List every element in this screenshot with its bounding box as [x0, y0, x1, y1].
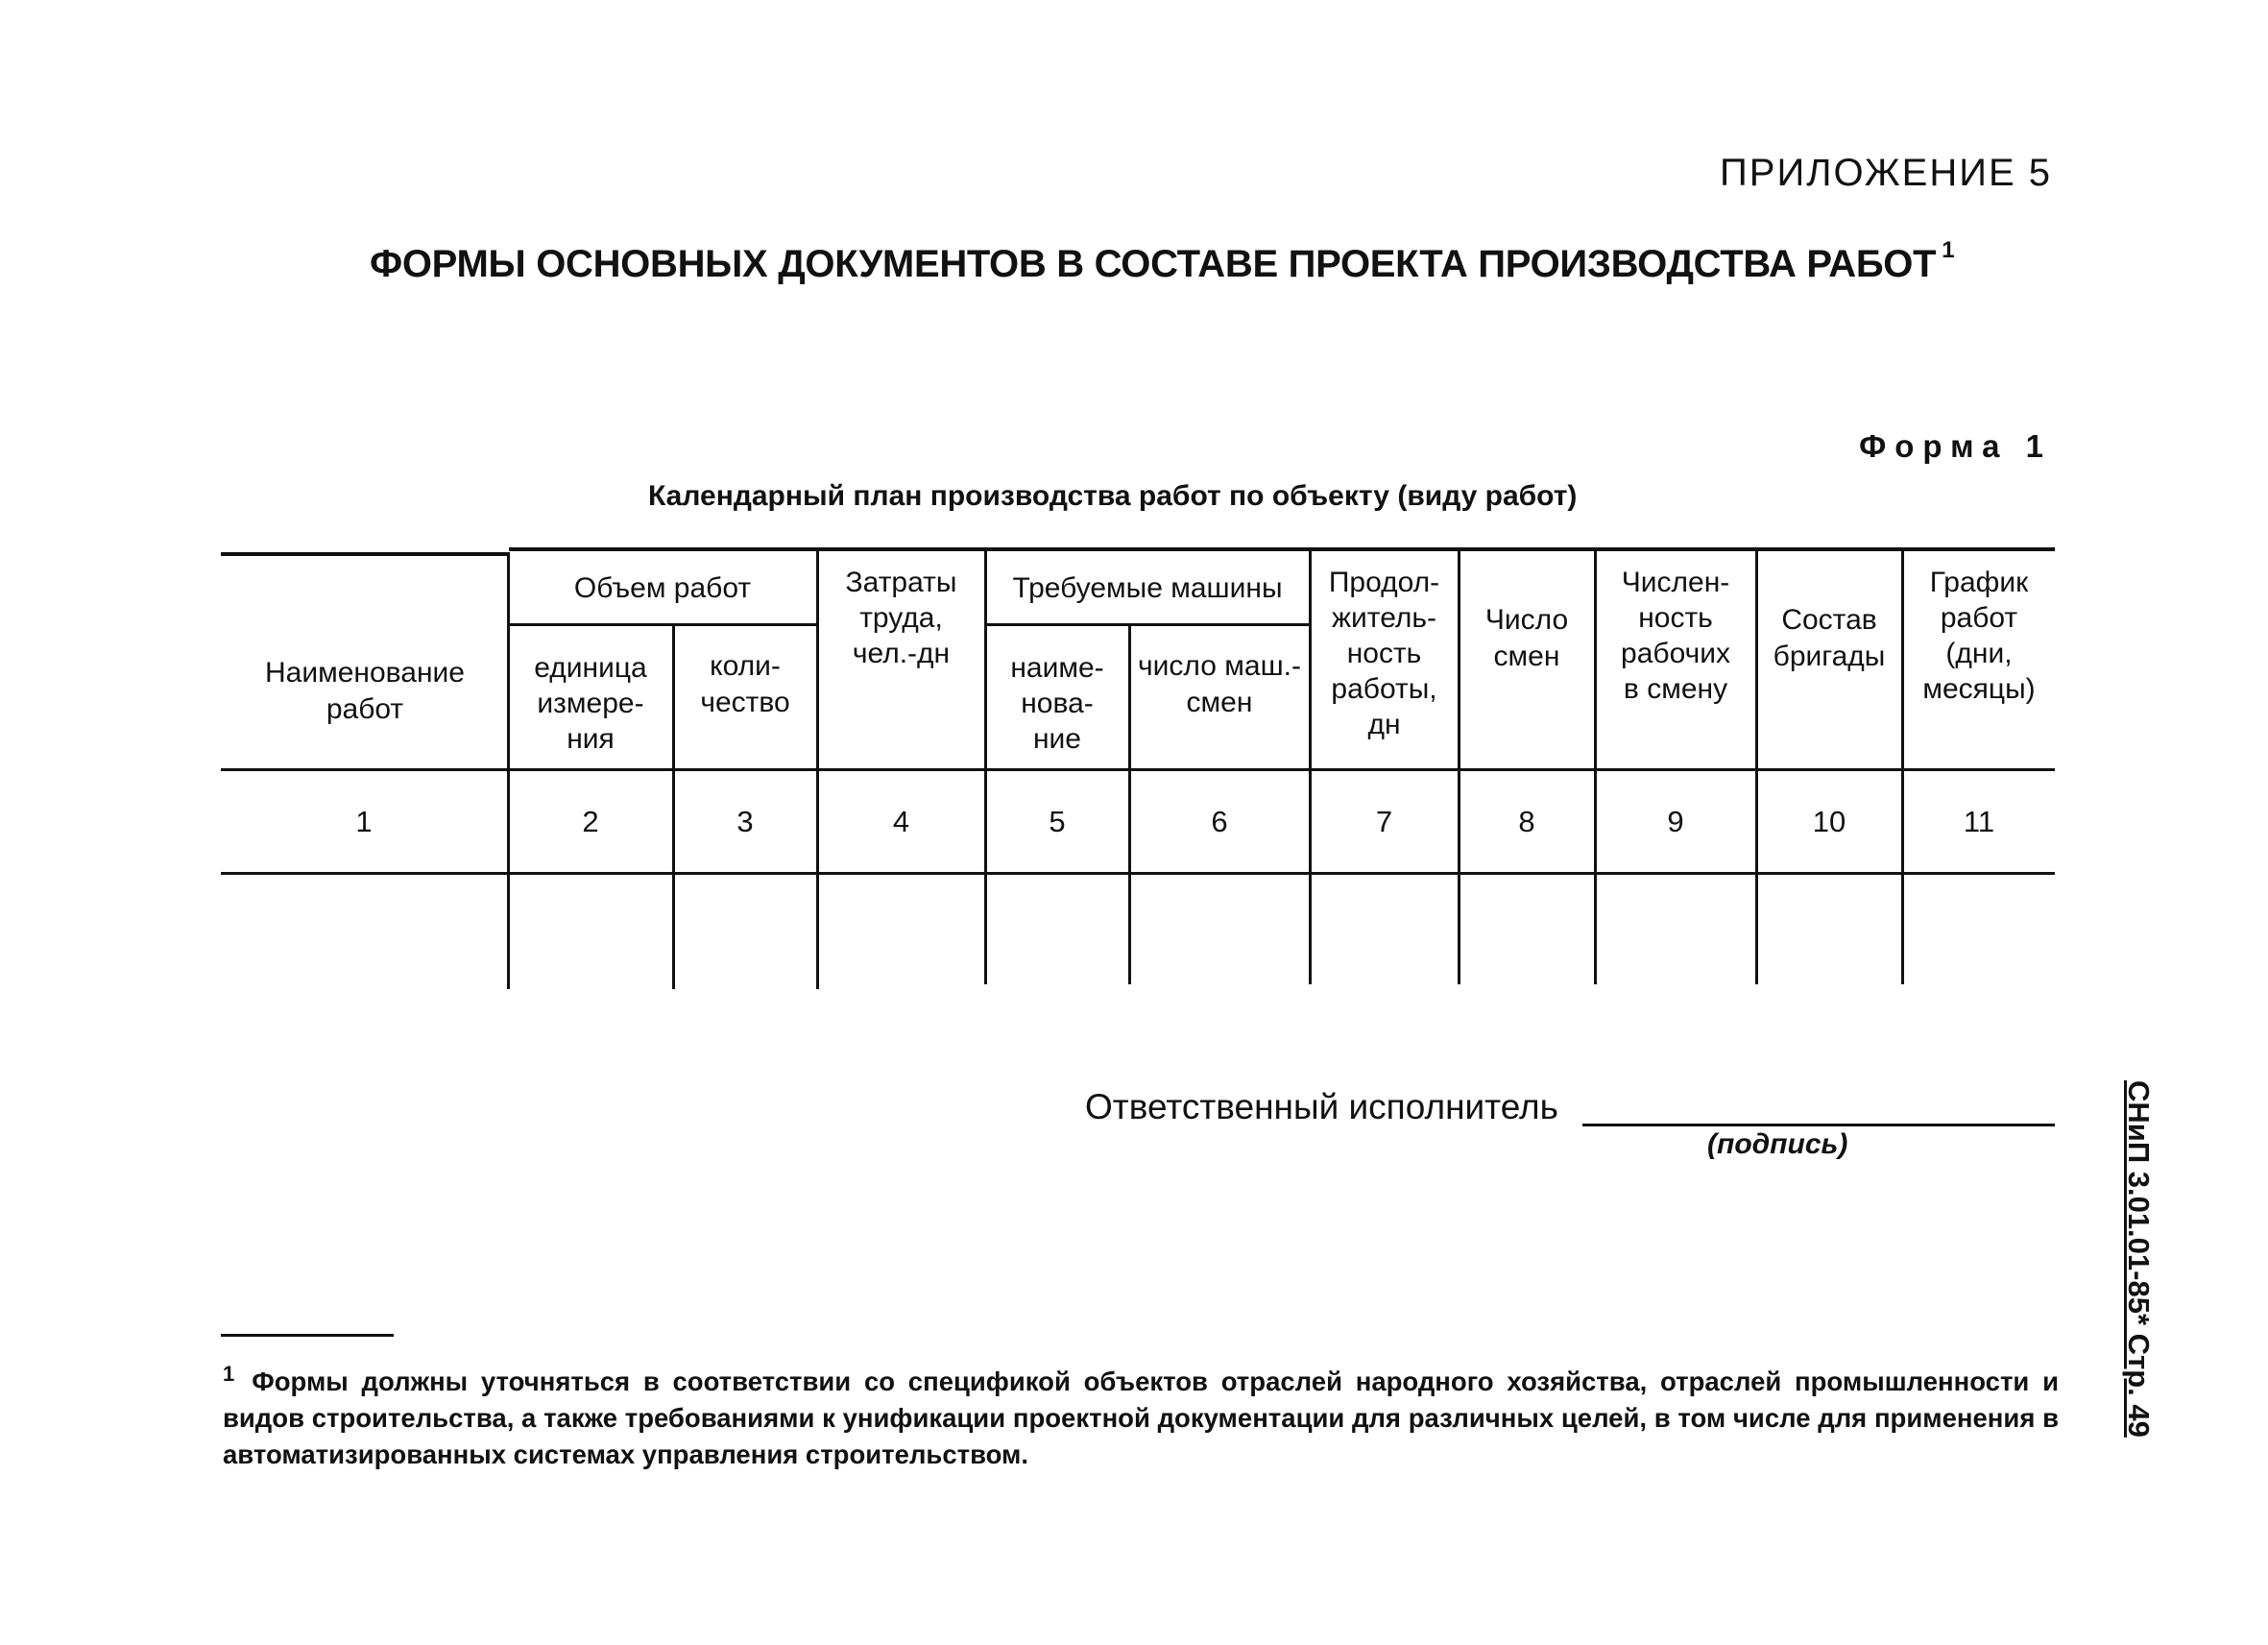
page-title — [370, 237, 1955, 286]
header-machines-group: Требуемые машины — [1012, 572, 1283, 604]
signature-line[interactable] — [1582, 1124, 2055, 1126]
calendar-plan-table — [221, 547, 2055, 989]
header-work-name: Наименование работ — [265, 657, 465, 725]
header-workers-per-shift: Числен-ность рабочих в смену — [1621, 567, 1730, 705]
footnote-mark: 1 — [223, 1362, 235, 1386]
header-schedule: График работ (дни, месяцы) — [1922, 567, 2036, 705]
numbers-bottom-rule — [221, 872, 2055, 875]
header-labor: Затраты труда, чел.-дн — [845, 567, 957, 669]
form-label: Форма 1 — [1859, 428, 2052, 464]
side-reference-text: СНиП 3.01.01-85* Стр. 49 — [2122, 1080, 2156, 1438]
footnote-rule — [221, 1334, 394, 1337]
header-machine-name: наиме-нова-ние — [1010, 652, 1104, 755]
header-duration: Продол-житель-ность работы, дн — [1328, 567, 1440, 740]
column-number: 11 — [1963, 804, 1995, 838]
header-brigade: Состав бригады — [1773, 604, 1886, 672]
column-number: 3 — [736, 804, 754, 838]
appendix-label: ПРИЛОЖЕНИЕ 5 — [1720, 152, 2052, 194]
table-caption: Календарный план производства работ по объекту (виду работ) — [648, 480, 1578, 512]
column-number: 6 — [1211, 804, 1228, 838]
header-machine-shifts: число маш.-смен — [1138, 649, 1301, 718]
header-quantity: коли-чество — [700, 649, 790, 718]
column-number: 10 — [1812, 804, 1846, 838]
footnote — [223, 1364, 2059, 1473]
column-number: 4 — [892, 804, 910, 838]
header-volume-group: Объем работ — [573, 572, 752, 604]
table-top-rule-left — [221, 552, 509, 556]
responsible-label: Ответственный исполнитель — [1085, 1087, 1558, 1126]
page-title-text: ФОРМЫ ОСНОВНЫХ ДОКУМЕНТОВ В СОСТАВЕ ПРОЕКТА ПРОИЗВОДСТВА РАБОТ — [370, 243, 1937, 285]
header-unit: единица измере-ния — [534, 652, 647, 755]
column-number: 5 — [1049, 804, 1066, 838]
subheader-rule-volume — [509, 623, 818, 626]
title-footnote-mark: 1 — [1942, 237, 1955, 263]
column-number: 1 — [355, 804, 373, 838]
subheader-rule-machines — [984, 623, 1311, 626]
signature-caption: (подпись) — [1707, 1128, 1848, 1160]
side-reference — [2117, 1080, 2156, 1484]
table-top-rule — [509, 547, 2055, 551]
column-number: 8 — [1518, 804, 1535, 838]
header-shift-count: Число смен — [1484, 604, 1569, 672]
column-number: 7 — [1375, 804, 1393, 838]
column-number: 2 — [582, 804, 599, 838]
column-number: 9 — [1667, 804, 1684, 838]
footnote-text: Формы должны уточняться в соответствии со спецификой объектов отраслей народного хозяйства, отраслей промышленности и видов строительства, а также требованиями к унификации проектной документации для различных целей, в том числе для применения в автоматизированных системах управления строительством. — [223, 1367, 2059, 1469]
